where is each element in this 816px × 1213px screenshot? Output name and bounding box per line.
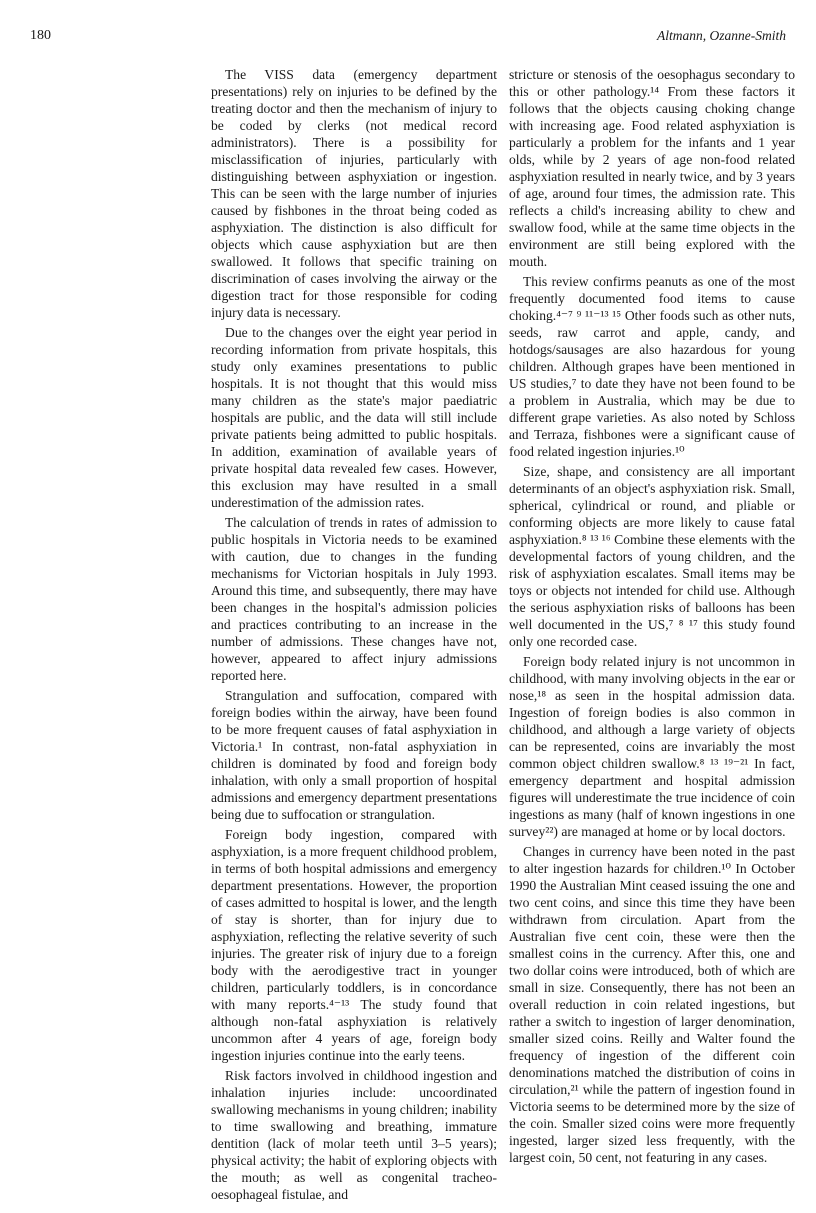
left-paragraph-5: Foreign body ingestion, compared with asphyxiation, is a more frequent childhood problem, in terms of both hospital admissions and emergency department presentations. However, the proportion of cases admitted to hospital is lower, and the length of stay is shorter, than for injury due to asphyxiation, reflecting the relative severity of such injuries. The greater risk of injury due to a foreign body with the aerodigestive tract in younger children, particularly toddlers, is in concordance with many reports.⁴⁻¹³ The study found that although non-fatal asphyxiation is relatively uncommon after 4 years of age, foreign body ingestion injuries continue into the early teens. (211, 827, 497, 1063)
left-paragraph-6: Risk factors involved in childhood ingestion and inhalation injuries include: uncoordinated swallowing mechanisms in young children; inability to time swallowing and breathing, immature dentition (lack of molar teeth until 3–5 years); physical activity; the habit of exploring objects with the mouth; as well as congenital tracheo-oesophageal fistulae, and (211, 1068, 497, 1202)
right-paragraph-4: Foreign body related injury is not uncommon in childhood, with many involving objects in the ear or nose,¹⁸ as seen in the hospital admission data. Ingestion of foreign bodies is also common in childhood, and although a large variety of objects can be represented, coins are invariably the most common object children swallow.⁸ ¹³ ¹⁹⁻²¹ In fact, emergency department and hospital admission figures will underestimate the true incidence of coin ingestions as many (half of known ingestions in one survey²²) are managed at home or by local doctors. (509, 654, 795, 839)
left-paragraph-4: Strangulation and suffocation, compared with foreign bodies within the airway, have been found to be more frequent causes of fatal asphyxiation in Victoria.¹ In contrast, non-fatal asphyxiation in children is dominated by food and foreign body inhalation, with only a small proportion of hospital admissions and emergency department presentations being due to suffocation or strangulation. (211, 688, 497, 822)
right-paragraph-3: Size, shape, and consistency are all important determinants of an object's asphyxiation risk. Small, spherical, cylindrical or round, and pliable or conforming objects are more likely to cause fatal asphyxiation.⁸ ¹³ ¹⁶ Combine these elements with the developmental factors of young children, and the risk of asphyxiation escalates. Small items may be toys or objects not intended for child use. Although the serious asphyxiation risks of balloons has been well documented in the US,⁷ ⁸ ¹⁷ this study found only one recorded case. (509, 464, 795, 649)
right-column (509, 66, 795, 1169)
right-paragraph-2: This review confirms peanuts as one of the most frequently documented food items to cause choking.⁴⁻⁷ ⁹ ¹¹⁻¹³ ¹⁵ Other foods such as other nuts, seeds, raw carrot and apple, candy, and hotdogs/sausages are also hazardous for young children. Although grapes have been mentioned in US studies,⁷ to date they have not been found to be a problem in Australia, which may be due to different grape varieties. As also noted by Schloss and Terraza, fishbones were a significant cause of food related ingestion injuries.¹⁰ (509, 274, 795, 459)
left-paragraph-3: The calculation of trends in rates of admission to public hospitals in Victoria needs to be examined with caution, due to changes in the funding mechanisms for Victorian hospitals in July 1993. Around this time, and subsequently, there may have been changes in the hospital's admission policies and practices contributing to an increase in the number of admissions. These changes have not, however, appeared to affect injury admissions reported here. (211, 515, 497, 683)
left-paragraph-1: The VISS data (emergency department presentations) rely on injuries to be defined by the treating doctor and then the mechanism of injury to be coded by clerks (not medical record administrators). There is a possibility for misclassification of injuries, particularly with distinguishing between asphyxiation or ingestion. This can be seen with the large number of injuries caused by fishbones in the throat being coded as asphyxiation. The distinction is also difficult for objects which cause asphyxiation but are then swallowed. It follows that specific training on discrimination of cases involving the airway or the digestion tract for those responsible for coding injury data is necessary. (211, 67, 497, 320)
running-head: Altmann, Ozanne-Smith (657, 28, 786, 43)
left-paragraph-2: Due to the changes over the eight year period in recording information from private hospitals, this study only examines presentations to public hospitals. It is not thought that this would miss many children as the state's major paediatric hospitals are public, and the data will still include private patients being admitted to public hospitals. In addition, examination of available years of private hospital data revealed few cases. However, this exclusion may have resulted in a small underestimation of the admission rates. (211, 325, 497, 510)
right-paragraph-5: Changes in currency have been noted in the past to alter ingestion hazards for children.¹⁰ In October 1990 the Australian Mint ceased issuing the one and two cent coins, and since this time they have been withdrawn from circulation. Apart from the Australian five cent coin, these were then the smallest coins in the currency. After this, one and two dollar coins were introduced, both of which are small in size. Consequently, there has not been an overall reduction in coin related ingestions, but rather a switch to ingestion of larger denomination, smaller sized coins. Reilly and Walter found the frequency of ingestion of the different coin denominations matched the distribution of coins in circulation,²¹ while the pattern of ingestion found in Victoria seems to be determined more by the size of the coin. Smaller sized coins were more frequently ingested, larger sized less frequently, with the largest coin, 50 cent, not featuring in any cases. (509, 844, 795, 1165)
right-paragraph-1: stricture or stenosis of the oesophagus secondary to this or other pathology.¹⁴ From these factors it follows that the objects causing choking change with increasing age. Food related asphyxiation is particularly a problem for the infants and 1 year olds, while by 2 years of age non-food related asphyxiation resulted in nearly twice, and by 3 years of age, around four times, the admission rate. This reflects a child's increasing ability to chew and swallow food, while at the same time objects in the environment are still being explored with the mouth. (509, 67, 795, 269)
left-column (211, 66, 497, 1206)
page-header (0, 28, 816, 48)
page-number: 180 (30, 28, 51, 43)
